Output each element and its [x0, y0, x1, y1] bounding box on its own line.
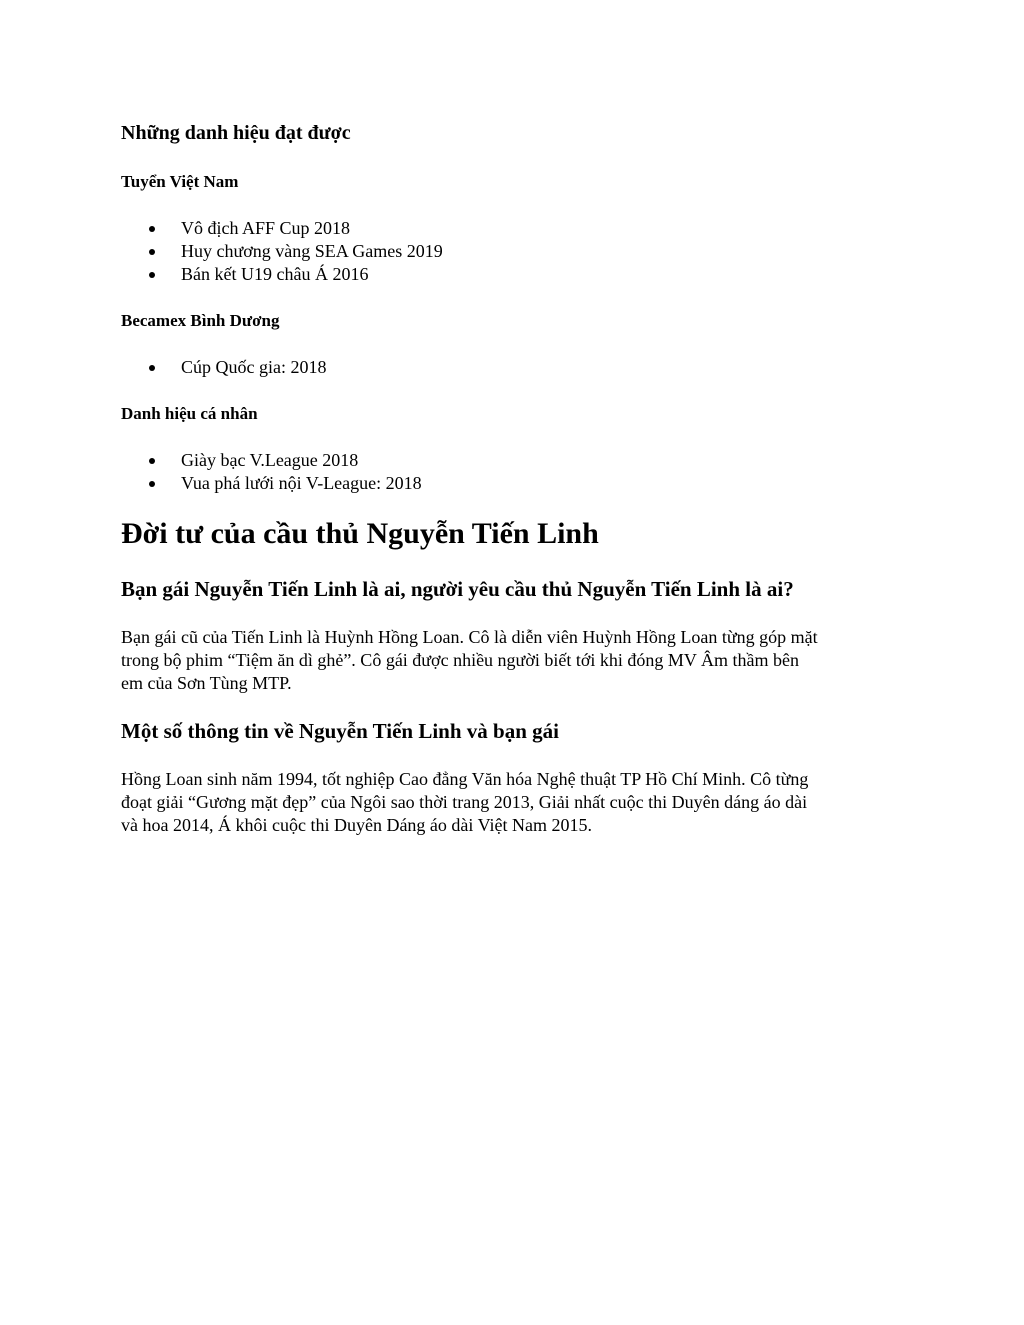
vietnam-titles-list [121, 217, 443, 286]
list-item: Huy chương vàng SEA Games 2019 [121, 240, 443, 263]
info-heading: Một số thông tin về Nguyễn Tiến Linh và bạn gái [121, 719, 559, 743]
group-heading-becamex: Becamex Bình Dương [121, 311, 280, 330]
personal-titles-list [121, 449, 422, 495]
list-item: Giày bạc V.League 2018 [121, 449, 422, 472]
bullet-icon [149, 458, 155, 464]
bullet-icon [149, 365, 155, 371]
bullet-icon [149, 481, 155, 487]
becamex-titles-list [121, 356, 327, 379]
titles-heading: Những danh hiệu đạt được [121, 122, 351, 144]
list-item: Vua phá lưới nội V-League: 2018 [121, 472, 422, 495]
bullet-icon [149, 272, 155, 278]
bullet-icon [149, 249, 155, 255]
girlfriend-paragraph: Bạn gái cũ của Tiến Linh là Huỳnh Hồng Loan. Cô là diễn viên Huỳnh Hồng Loan từng góp mặt trong bộ phim “Tiệm ăn dì ghẻ”. Cô gái được nhiều người biết tới khi đóng MV Âm thầm bên em của Sơn Tùng MTP. [121, 627, 818, 693]
private-life-heading: Đời tư của cầu thủ Nguyễn Tiến Linh [121, 517, 599, 550]
bullet-icon [149, 226, 155, 232]
info-paragraph: Hồng Loan sinh năm 1994, tốt nghiệp Cao đẳng Văn hóa Nghệ thuật TP Hồ Chí Minh. Cô từng đoạt giải “Gương mặt đẹp” của Ngôi sao thời trang 2013, Giải nhất cuộc thi Duyên dáng áo dài và hoa 2014, Á khôi cuộc thi Duyên Dáng áo dài Việt Nam 2015. [121, 769, 809, 835]
group-heading-personal: Danh hiệu cá nhân [121, 404, 258, 423]
girlfriend-heading: Bạn gái Nguyễn Tiến Linh là ai, người yêu cầu thủ Nguyễn Tiến Linh là ai? [121, 577, 794, 601]
list-item: Vô địch AFF Cup 2018 [121, 217, 443, 240]
list-item: Cúp Quốc gia: 2018 [121, 356, 327, 379]
group-heading-vietnam: Tuyển Việt Nam [121, 172, 239, 191]
list-item: Bán kết U19 châu Á 2016 [121, 263, 443, 286]
